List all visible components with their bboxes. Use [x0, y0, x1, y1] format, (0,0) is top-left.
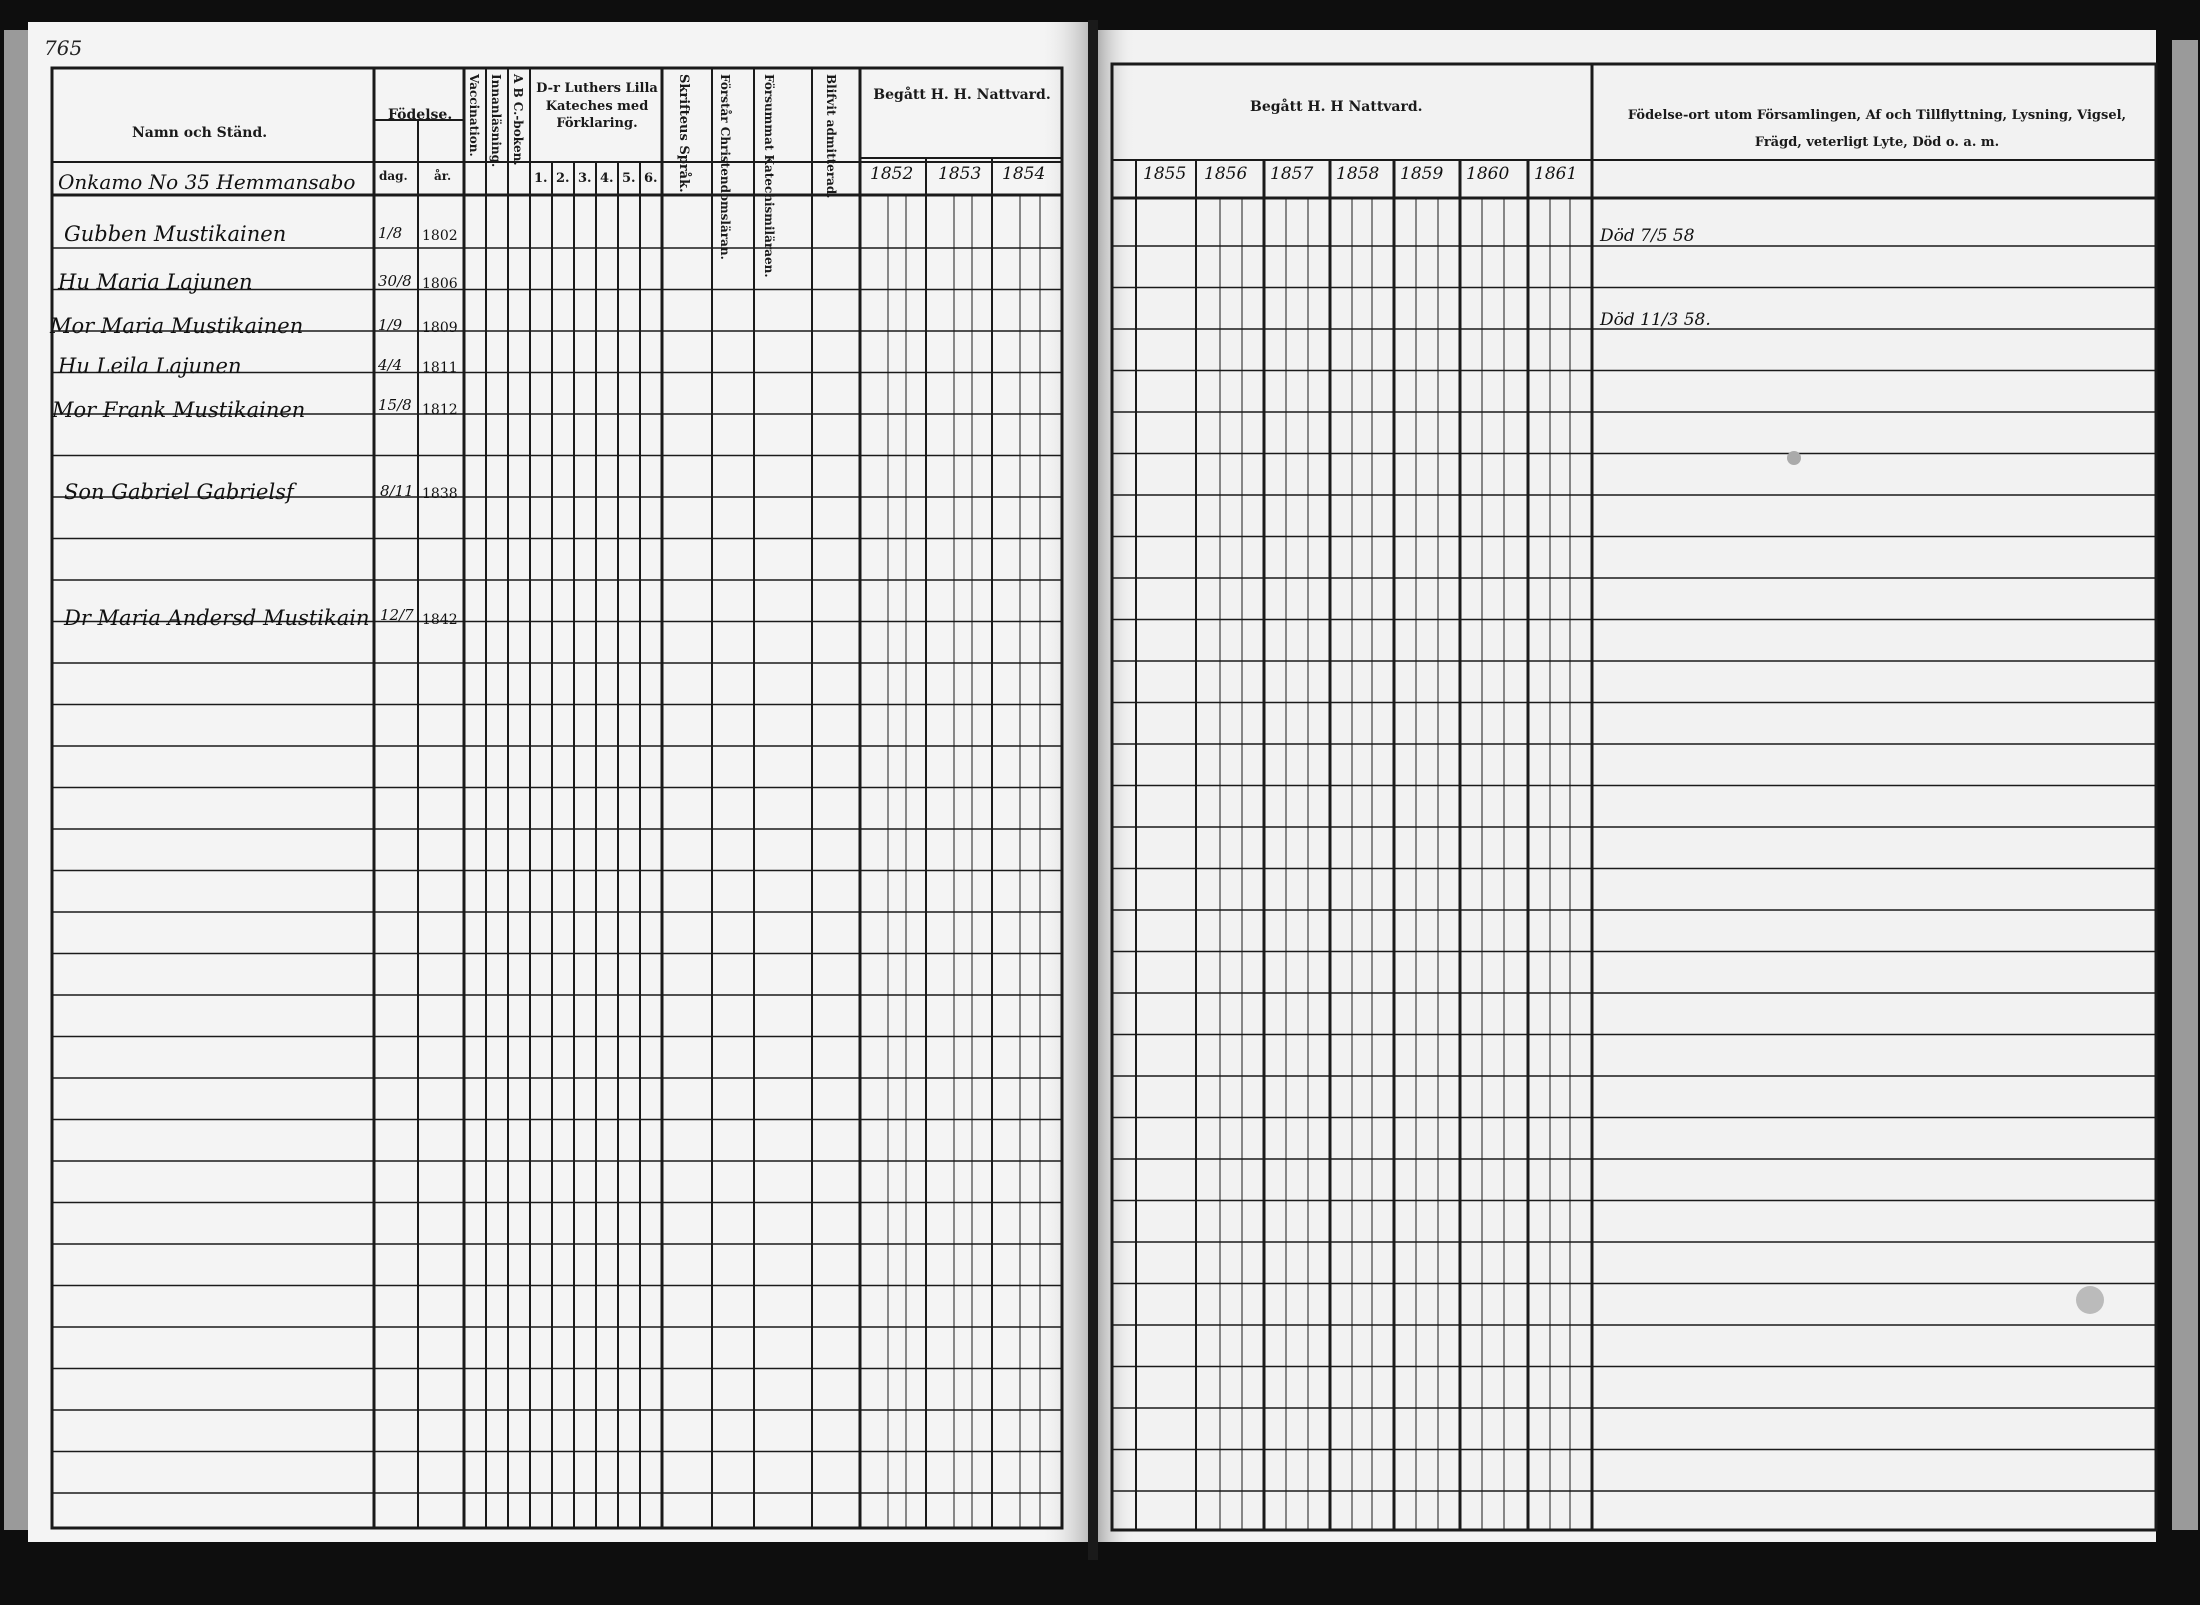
year-1852: 1852: [870, 164, 914, 184]
stain: [1787, 451, 1801, 465]
page-number: 765: [44, 36, 83, 60]
birth-column-header: Födelse.: [388, 107, 453, 123]
catechism-part-5: 5.: [622, 171, 636, 186]
person-birth-day: 1/9: [378, 316, 403, 334]
person-name: Gubben Mustikainen: [64, 222, 287, 246]
person-birth-year: 1809: [422, 320, 458, 336]
gutter-shadow-left: [1040, 22, 1096, 1542]
catechism-part-2: 2.: [556, 171, 570, 186]
person-birth-year: 1806: [422, 276, 458, 292]
person-birth-year: 1842: [422, 612, 458, 628]
household-heading: Onkamo No 35 Hemmansabo: [58, 170, 356, 194]
catechism-part-4: 4.: [600, 171, 614, 186]
person-name: Mor Frank Mustikainen: [52, 398, 306, 422]
birth-year-header: år.: [434, 169, 452, 183]
person-name: Hu Leila Lajunen: [58, 354, 242, 378]
notes-column-header: Födelse-ort utom Församlingen, Af och Tillflyttning, Lysning, Vigsel, Frägd, veterligt Lyte, Död o. a. m.: [1627, 108, 2127, 151]
person-birth-day: 30/8: [378, 272, 412, 290]
year-1859: 1859: [1400, 164, 1444, 184]
person-name: Son Gabriel Gabrielsf: [64, 480, 294, 504]
catechism-header: D-r Luthers Lilla Kateches med Förklaring.: [536, 81, 658, 132]
communion-header-right: Begått H. H Nattvard.: [1250, 99, 1423, 115]
person-name: Mor Maria Mustikainen: [50, 314, 304, 338]
year-1860: 1860: [1466, 164, 1510, 184]
person-birth-day: 1/8: [378, 224, 403, 242]
left-page: [28, 22, 1096, 1542]
catechism-part-3: 3.: [578, 171, 592, 186]
person-birth-day: 12/7: [380, 606, 414, 624]
left-page-edge: [4, 30, 30, 1530]
year-1855: 1855: [1143, 164, 1187, 184]
neglect-header: Försummat Katechismiläraen.: [762, 74, 776, 278]
catechism-part-1: 1.: [534, 171, 548, 186]
stain: [2076, 1286, 2104, 1314]
christian-doctrine-header: Förstår Christendomsläran.: [718, 74, 732, 260]
person-birth-year: 1802: [422, 228, 458, 244]
abc-book-header: A B C.-boken.: [511, 74, 525, 166]
person-birth-year: 1838: [422, 486, 458, 502]
person-note: Död 7/5 58: [1600, 226, 1695, 246]
person-birth-day: 4/4: [378, 356, 403, 374]
year-1858: 1858: [1336, 164, 1380, 184]
vaccination-header: Vaccination.: [467, 74, 481, 157]
person-name: Hu Maria Lajunen: [58, 270, 253, 294]
year-1861: 1861: [1534, 164, 1578, 184]
year-1853: 1853: [938, 164, 982, 184]
admitted-header: Blifvit admitterad.: [824, 74, 838, 199]
person-birth-year: 1812: [422, 402, 458, 418]
person-name: Dr Maria Andersd Mustikain: [64, 606, 370, 630]
person-birth-year: 1811: [422, 360, 458, 376]
year-1856: 1856: [1204, 164, 1248, 184]
birth-day-header: dag.: [379, 169, 408, 183]
catechism-part-6: 6.: [644, 171, 658, 186]
gutter-line: [1088, 20, 1098, 1560]
reading-header: Innanläsning.: [489, 74, 503, 168]
person-note: Död 11/3 58.: [1600, 310, 1711, 330]
right-page-edge: [2172, 40, 2198, 1530]
year-1857: 1857: [1270, 164, 1314, 184]
person-birth-day: 15/8: [378, 396, 412, 414]
name-column-header: Namn och Ständ.: [132, 125, 268, 141]
communion-header-left: Begått H. H. Nattvard.: [873, 87, 1051, 103]
person-birth-day: 8/11: [380, 482, 414, 500]
year-1854: 1854: [1002, 164, 1046, 184]
writing-header: Skrifteus Språk.: [676, 74, 691, 193]
